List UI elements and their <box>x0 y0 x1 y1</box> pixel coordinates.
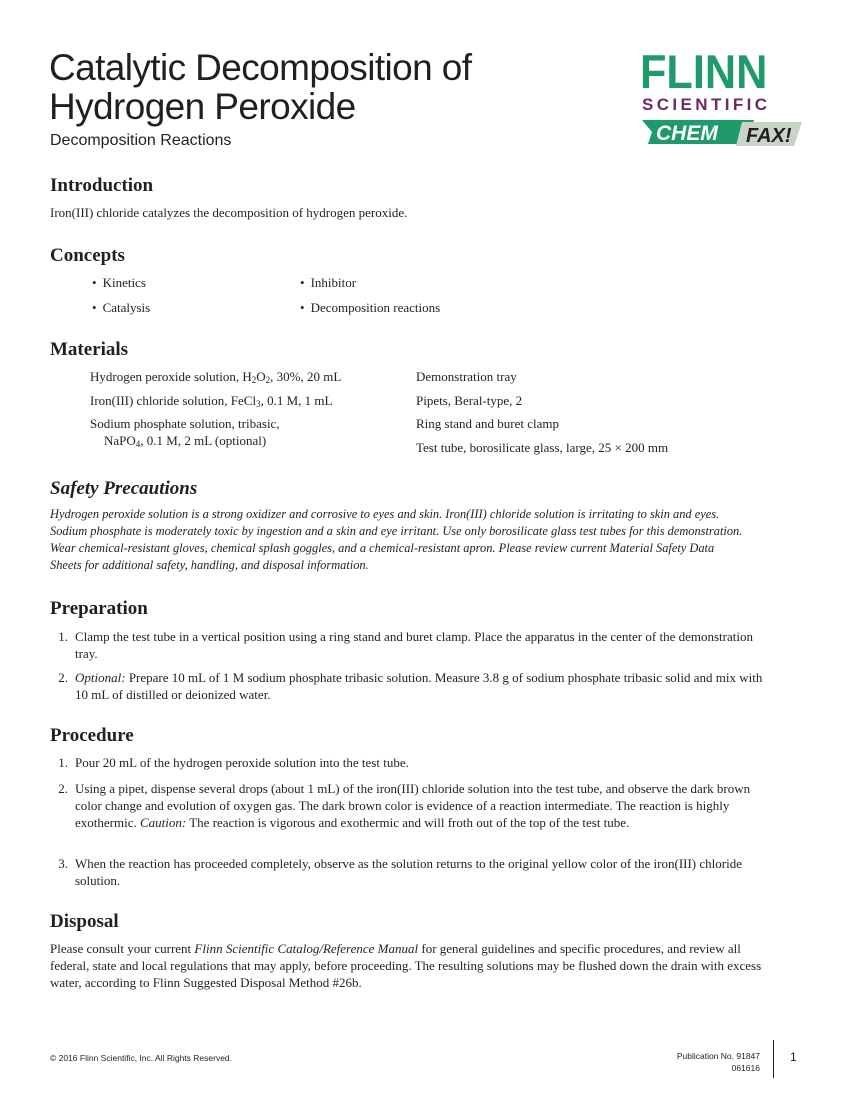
preparation-heading: Preparation <box>50 598 148 619</box>
procedure-step: Using a pipet, dispense several drops (about 1 mL) of the iron(III) chloride solution into the test tube, and observe the dark brown color change and evolution of oxygen gas. The dark brown color is evidence of a reaction intermediate. The reaction is highly exothermic. Caution: The reaction is vigorous and exothermic and will froth out of the top of the test tube. <box>75 781 751 830</box>
disposal-text: Please consult your current Flinn Scientific Catalog/Reference Manual for general guidelines and specific procedures, and review all federal, state and local regulations that may apply, before proceeding. The resulting solutions may be flushed down the drain with excess water, according to Flinn Suggested Disposal Method #26b. <box>50 941 762 990</box>
materials-heading: Materials <box>50 339 129 360</box>
step-number: 2. <box>58 781 68 796</box>
material-item: Test tube, borosilicate glass, large, 25 × 200 mm <box>416 440 669 455</box>
logo-flinn-text: FLINN <box>640 45 768 98</box>
safety-text: Hydrogen peroxide solution is a strong oxidizer and corrosive to eyes and skin. Iron(III) chloride solution is irritating to skin and eyes. Sodium phosphate is moderately toxic by ingestion and a skin and eye irritant. Use only borosilicate glass test tubes for this demonstration. Wear chemical-resistant gloves, chemical splash goggles, and a chemical-resistant apron. Please review current Material Safety Data Sheets for additional safety, handling, and disposal information. <box>50 507 743 572</box>
procedure-step: Pour 20 mL of the hydrogen peroxide solution into the test tube. <box>75 755 409 770</box>
footer-divider <box>773 1040 774 1078</box>
concept-item: • Inhibitor <box>300 274 356 291</box>
procedure-step: When the reaction has proceeded completely, observe as the solution returns to the original yellow color of the iron(III) chloride solution. <box>75 856 742 888</box>
page-number: 1 <box>790 1050 797 1064</box>
concept-item: • Catalysis <box>92 299 150 316</box>
introduction-text: Iron(III) chloride catalyzes the decomposition of hydrogen peroxide. <box>50 205 408 220</box>
material-item: Pipets, Beral-type, 2 <box>416 393 523 408</box>
title-line-2: Hydrogen Peroxide <box>49 86 356 127</box>
step-number: 2. <box>58 670 68 685</box>
step-number: 3. <box>58 856 68 871</box>
step-number: 1. <box>58 755 68 770</box>
concepts-heading: Concepts <box>50 245 125 266</box>
step-number: 1. <box>58 629 68 644</box>
material-item: Ring stand and buret clamp <box>416 416 559 431</box>
material-item: Demonstration tray <box>416 369 517 384</box>
preparation-step: Optional: Prepare 10 mL of 1 M sodium phosphate tribasic solution. Measure 3.8 g of sodium phosphate tribasic solid and mix with 10 mL of distilled or deionized water. <box>75 670 763 702</box>
preparation-step: Clamp the test tube in a vertical position using a ring stand and buret clamp. Place the apparatus in the center of the demonstration tray. <box>75 629 753 661</box>
publication-info <box>600 1050 760 1074</box>
title-line-1: Catalytic Decomposition of <box>49 47 472 88</box>
disposal-heading: Disposal <box>50 911 119 932</box>
chem-text: CHEM <box>656 122 718 145</box>
procedure-heading: Procedure <box>50 725 134 746</box>
chemfax-banner-icon <box>642 118 802 146</box>
flinn-logo <box>640 45 805 153</box>
fax-text: FAX! <box>746 125 792 146</box>
page-title <box>49 48 471 126</box>
material-item: Sodium phosphate solution, tribasic, NaPO$_4$, 0.1 M, 2 mL (optional) <box>90 416 280 449</box>
page-subtitle: Decomposition Reactions <box>50 132 232 149</box>
publication-code: 061616 <box>731 1063 760 1073</box>
introduction-heading: Introduction <box>50 175 154 196</box>
safety-heading: Safety Precautions <box>50 478 198 499</box>
concept-item: • Decomposition reactions <box>300 299 440 316</box>
copyright: © 2016 Flinn Scientific, Inc. All Rights Reserved. <box>50 1053 233 1063</box>
material-item: Iron(III) chloride solution, FeCl$_3$, 0.1 M, 1 mL <box>90 393 333 409</box>
logo-scientific-text: SCIENTIFIC <box>642 95 771 114</box>
material-item: Hydrogen peroxide solution, $H_2O_2$, 30%, 20 mL <box>90 369 342 385</box>
concept-item: • Kinetics <box>92 274 146 291</box>
publication-number: Publication No. 91847 <box>676 1051 760 1061</box>
